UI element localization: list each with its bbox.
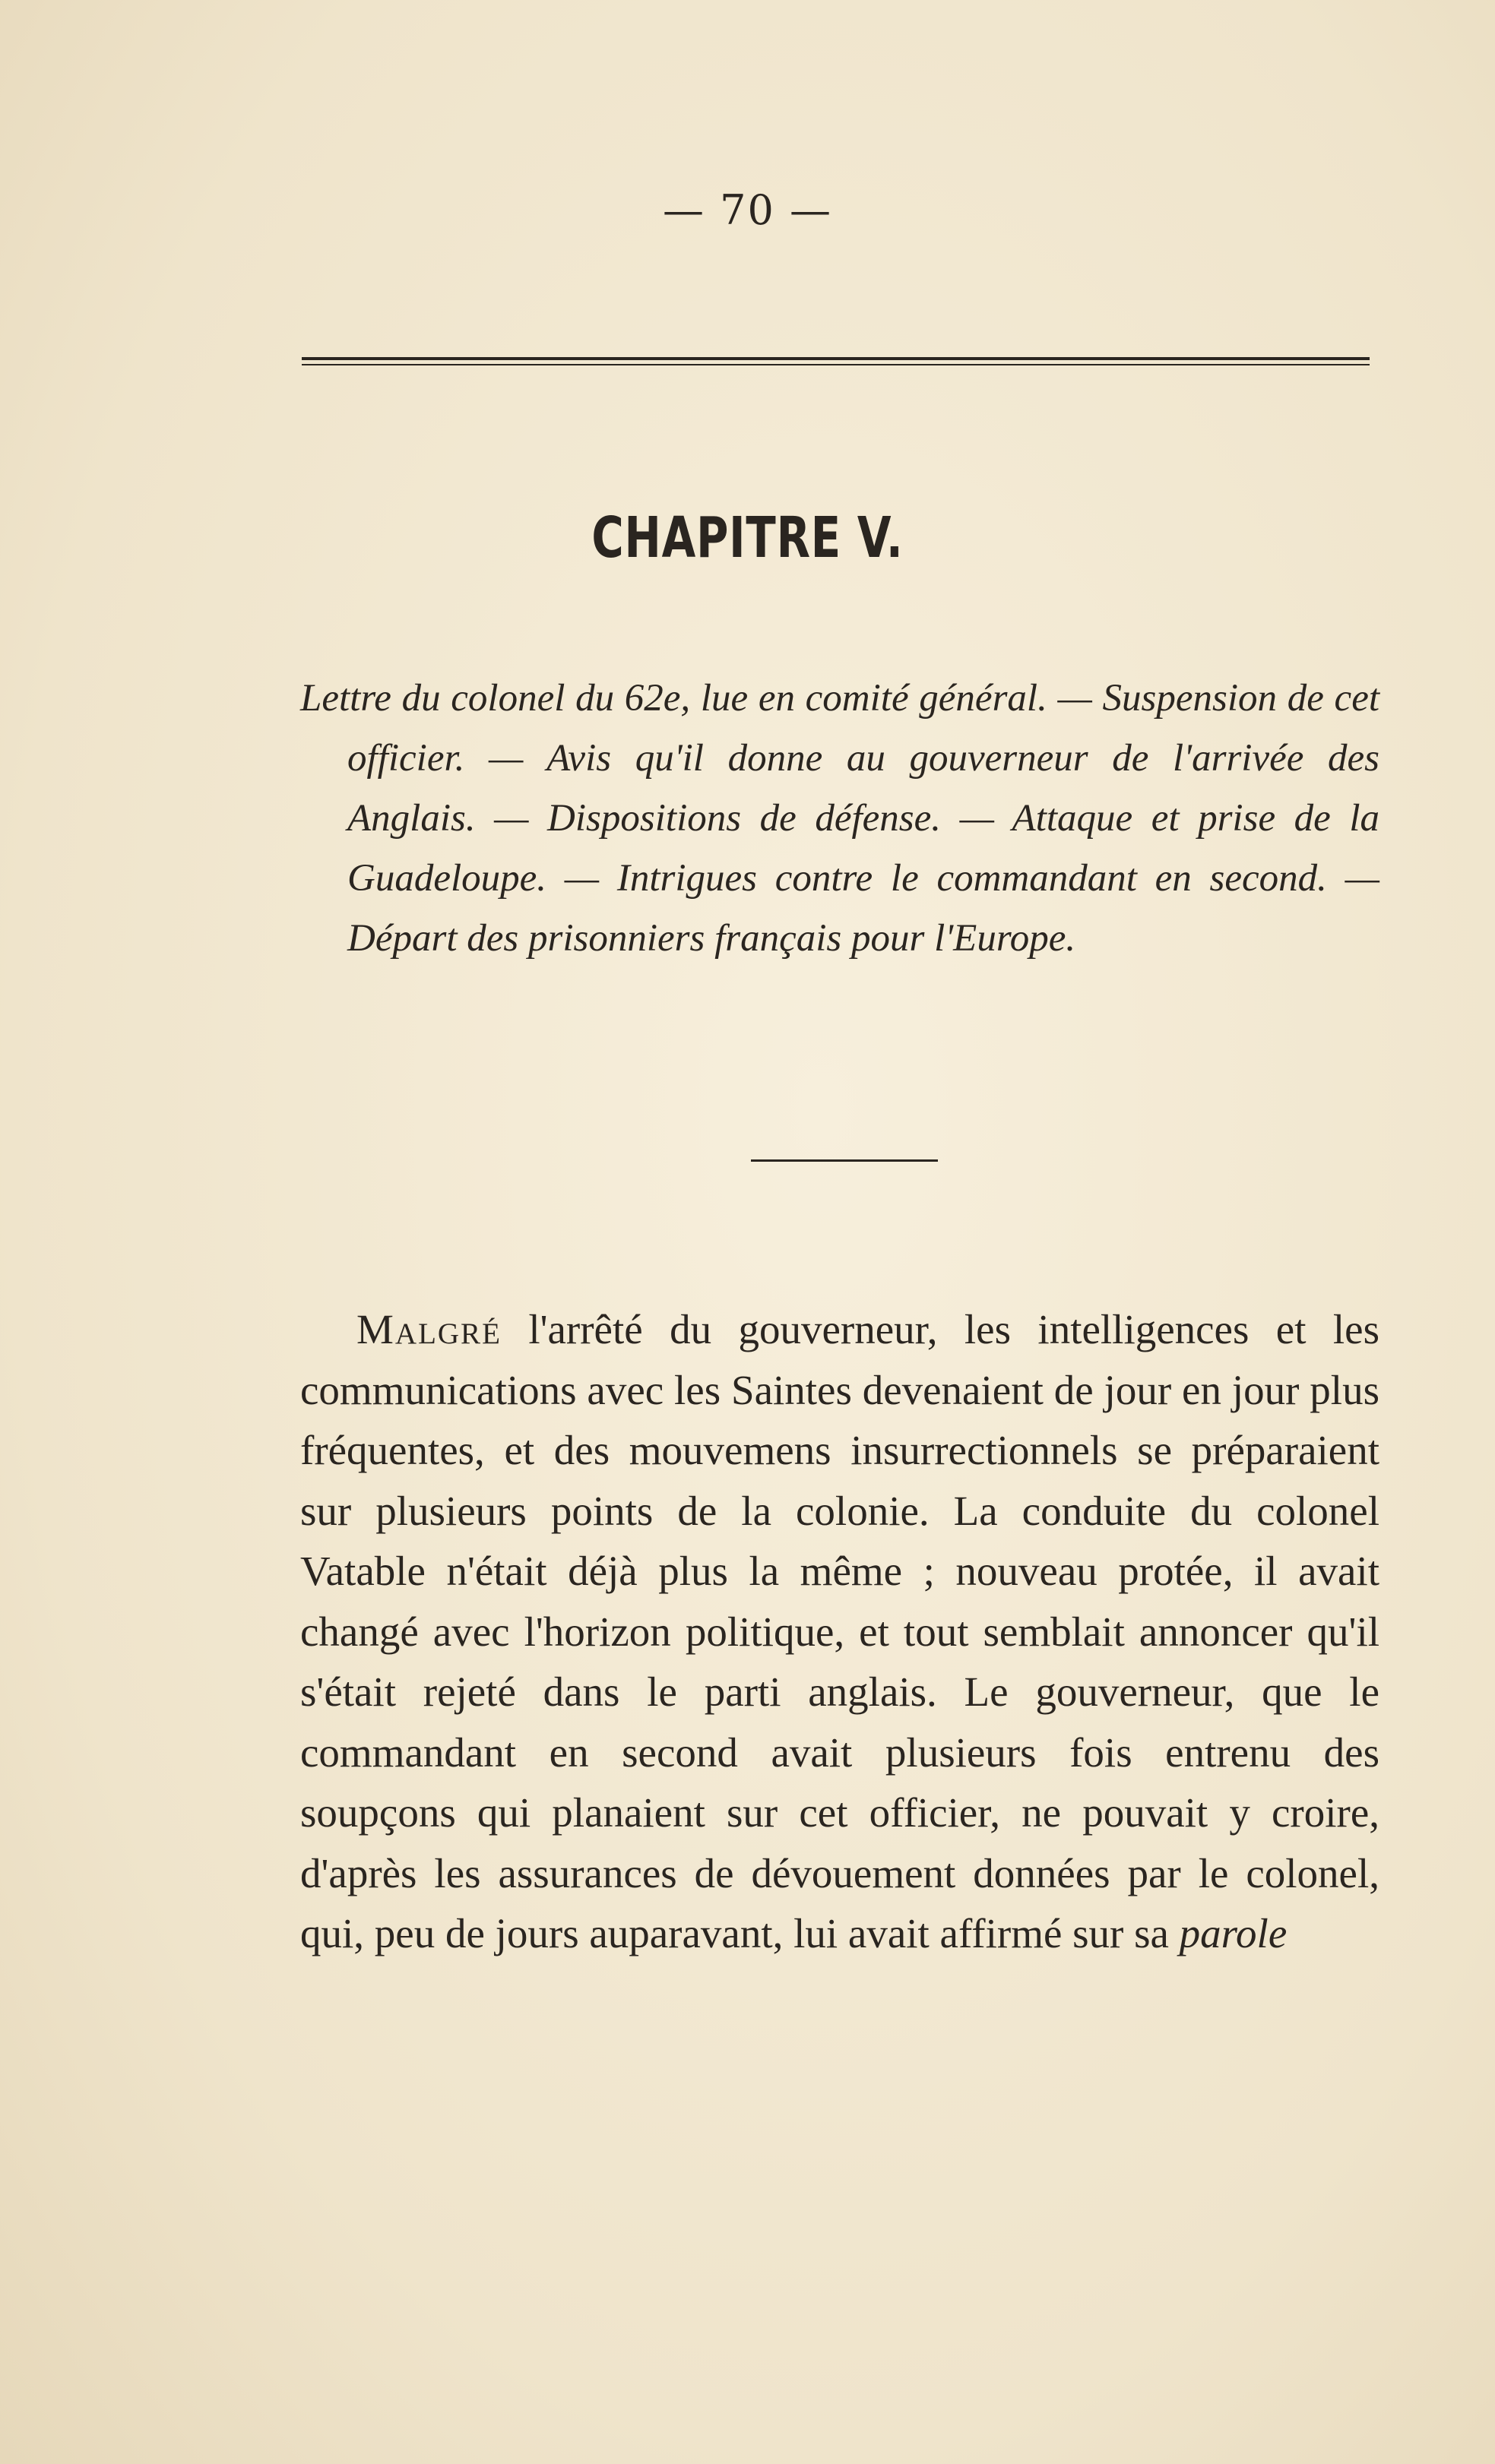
body-paragraph: [300, 1299, 1379, 1964]
page-number: — 70 —: [662, 186, 833, 234]
body-text: l'arrêté du gouverneur, les intelligences et les communications avec les Saintes devenaient de jour en jour plus fréquentes, et des mouvemens insurrectionnels se préparaient sur plusieurs points de la colonie. La conduite du colonel Vatable n'était déjà plus la même ; nouveau protée, il avait changé avec l'horizon politique, et tout semblait annoncer qu'il s'était rejeté dans le parti anglais. Le gouverneur, que le commandant en second avait plusieurs fois entrenu des soupçons qui planaient sur cet officier, ne pouvait y croire, d'après les assurances de dévouement données par le colonel, qui, peu de jours auparavant, lui avait affirmé sur sa: [300, 1306, 1379, 1956]
last-word: parole: [1179, 1910, 1288, 1956]
chapter-title: CHAPITRE V.: [591, 505, 904, 571]
rule-line-top: [302, 357, 1370, 360]
chapter-summary: Lettre du colonel du 62e, lue en comité général. — Suspension de cet officier. — Avis qu'il donne au gouverneur de l'arrivée des Anglais. — Dispositions de défense. — Attaque et prise de la Guadeloupe. — Intrigues contre le commandant en second. — Départ des prisonniers français pour l'Europe.: [300, 677, 1379, 960]
rule-line-bottom: [302, 364, 1370, 365]
lead-word: Malgré: [356, 1306, 502, 1352]
header-double-rule: [302, 357, 1370, 368]
section-divider: [751, 1159, 938, 1162]
